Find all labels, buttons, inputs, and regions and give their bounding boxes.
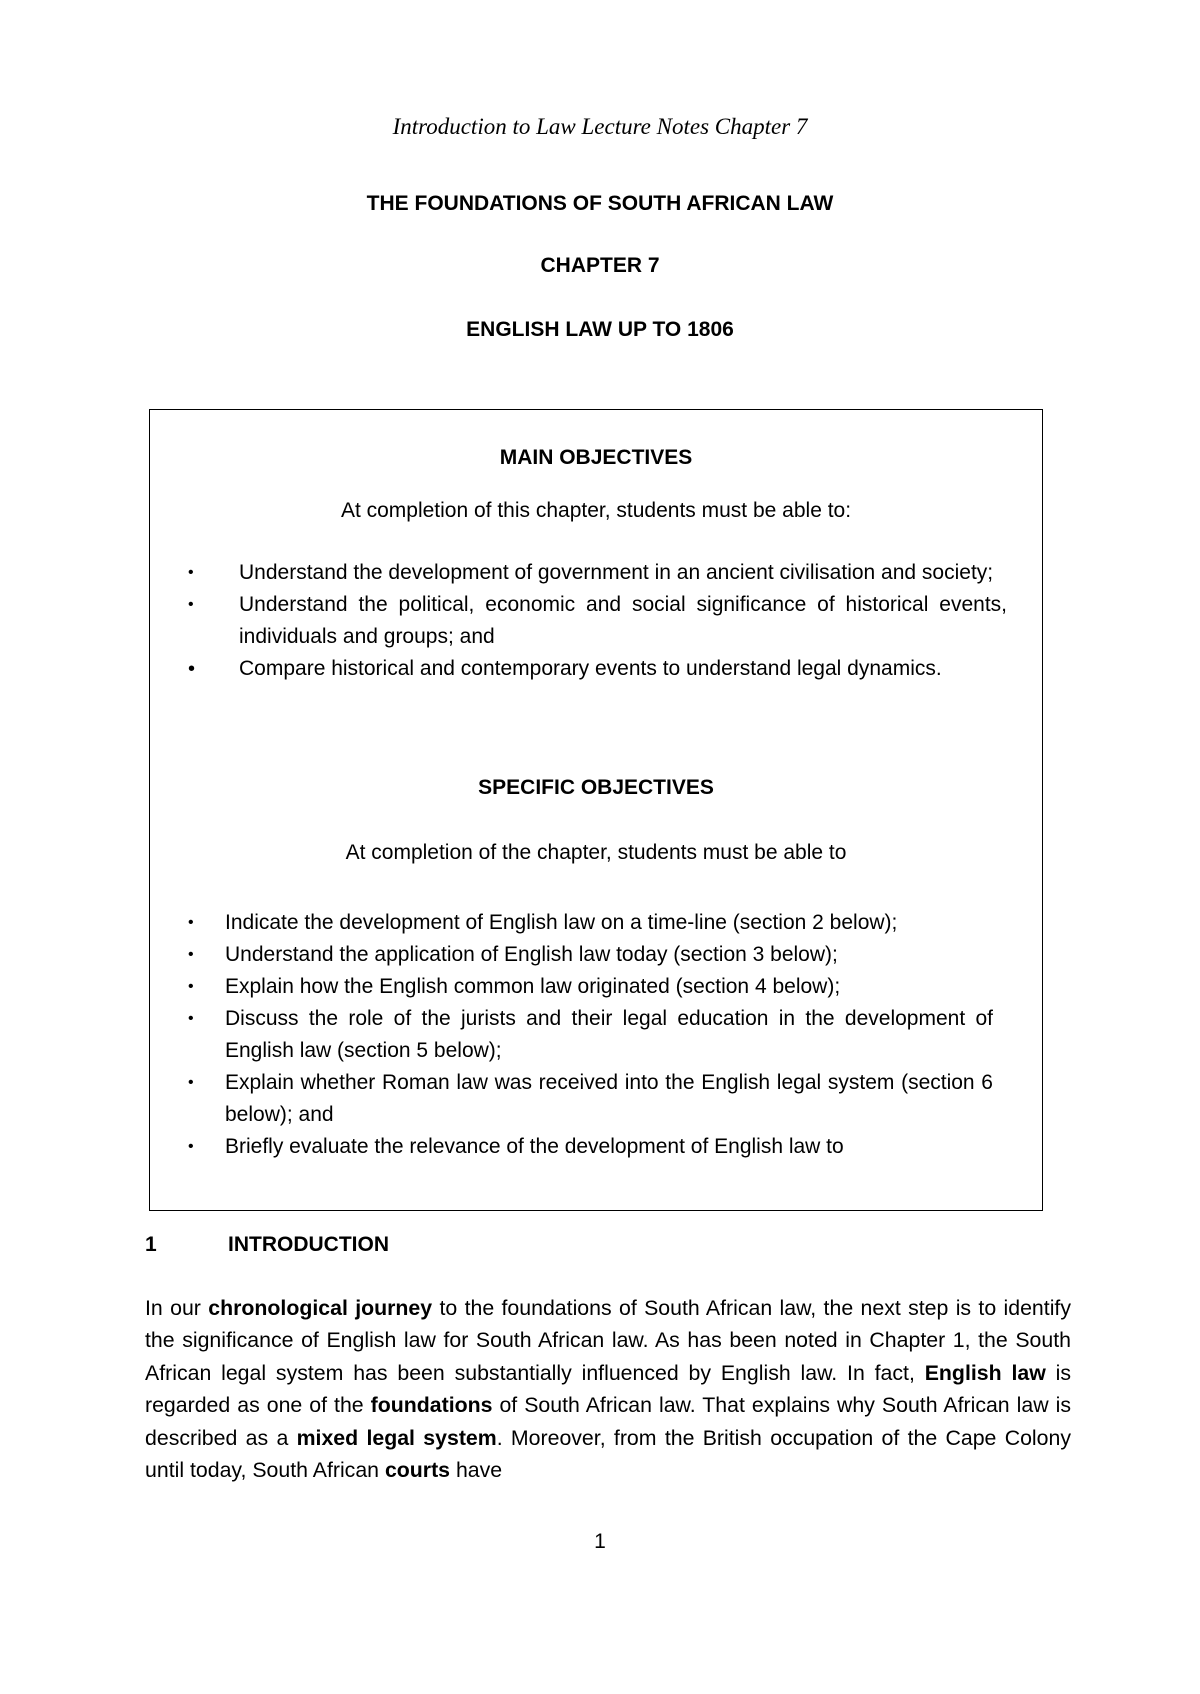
- list-item: • Discuss the role of the jurists and their legal education in the development of English law (section 5 below);: [188, 1003, 993, 1067]
- bullet-icon: •: [188, 1138, 194, 1155]
- bullet-icon: •: [188, 658, 196, 680]
- bullet-icon: •: [188, 596, 194, 613]
- page-number: 1: [594, 1530, 606, 1553]
- list-item: • Explain how the English common law originated (section 4 below);: [188, 971, 993, 1003]
- list-item: • Compare historical and contemporary events to understand legal dynamics.: [188, 653, 1007, 685]
- bullet-icon: •: [188, 1010, 194, 1027]
- chapter-title: ENGLISH LAW UP TO 1806: [466, 318, 734, 341]
- section-title: INTRODUCTION: [228, 1233, 389, 1256]
- list-item: • Briefly evaluate the relevance of the development of English law to: [188, 1131, 993, 1163]
- section-number: 1: [145, 1233, 157, 1256]
- specific-objectives-heading: SPECIFIC OBJECTIVES: [478, 776, 714, 799]
- emphasis-foundations: foundations: [370, 1393, 493, 1418]
- chapter-number: CHAPTER 7: [540, 254, 660, 277]
- list-item: • Explain whether Roman law was received into the English legal system (section 6 below); and: [188, 1067, 993, 1131]
- emphasis-courts: courts: [384, 1458, 451, 1483]
- main-objectives-list: [188, 557, 1043, 685]
- main-objectives-heading: MAIN OBJECTIVES: [499, 446, 693, 469]
- running-header: Introduction to Law Lecture Notes Chapter 7: [392, 114, 808, 139]
- main-objectives-intro: At completion of this chapter, students must be able to:: [340, 499, 852, 522]
- list-item: • Understand the political, economic and social significance of historical events, individuals and groups; and: [188, 589, 1007, 653]
- emphasis-mixed-legal-system: mixed legal system: [296, 1425, 497, 1450]
- specific-objectives-list: [188, 907, 993, 1163]
- emphasis-english-law: English law: [924, 1360, 1046, 1385]
- objectives-box: [149, 409, 1043, 1211]
- bullet-icon: •: [188, 564, 194, 581]
- bullet-icon: •: [188, 946, 194, 963]
- document-title: THE FOUNDATIONS OF SOUTH AFRICAN LAW: [366, 192, 834, 215]
- list-item: • Indicate the development of English law on a time-line (section 2 below);: [188, 907, 993, 939]
- list-item: • Understand the development of government in an ancient civilisation and society;: [188, 557, 1007, 589]
- emphasis-chronological-journey: chronological journey: [208, 1296, 433, 1320]
- bullet-icon: •: [188, 1074, 194, 1091]
- list-item: • Understand the application of English law today (section 3 below);: [188, 939, 993, 971]
- bullet-icon: •: [188, 978, 194, 995]
- bullet-icon: •: [188, 914, 194, 931]
- specific-objectives-intro: At completion of the chapter, students must be able to: [345, 841, 847, 864]
- introduction-paragraph: In our chronological journey to the foundations of South African law, the next step is to identify the significance of English law for South African law. As has been noted in Chapter 1, the South African legal system has been substantially influenced by English law. In fact, English law is regarded as one of the foundations of South African law. That explains why South African law is described as a mixed legal system. Moreover, from the British occupation of the Cape Colony until today, South African courts have: [145, 1296, 1072, 1483]
